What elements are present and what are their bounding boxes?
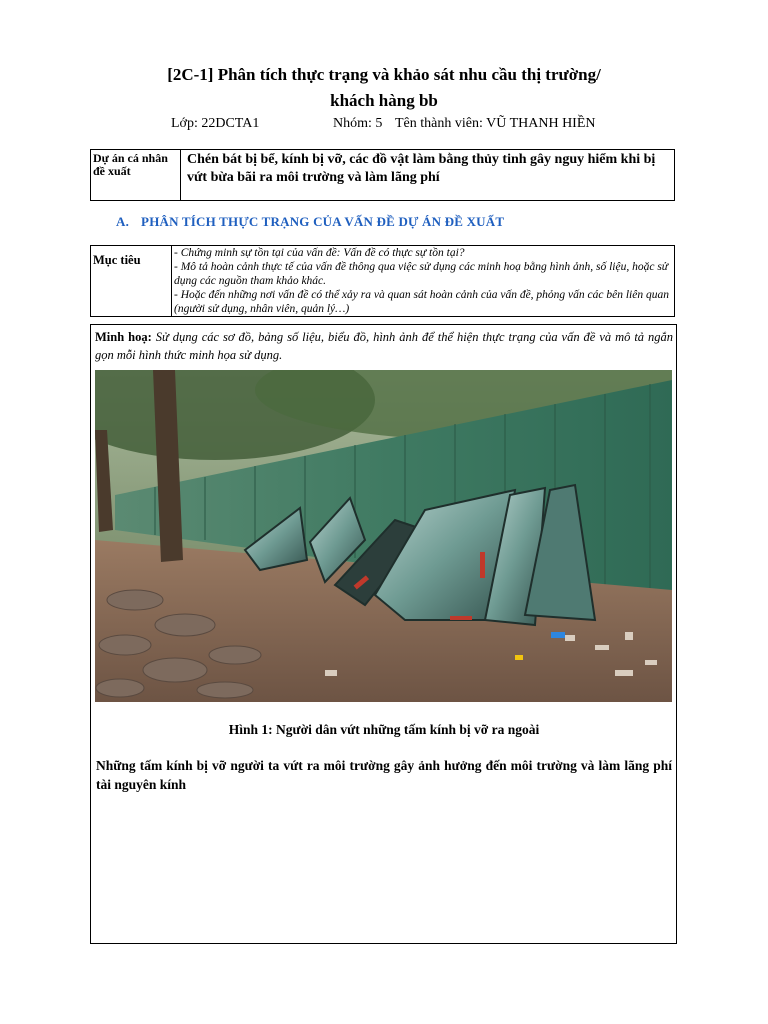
figure-description: Những tấm kính bị vỡ người ta vứt ra môi trường gây ảnh hưởng đến môi trường và làm lãng phí tài nguyên kính — [96, 758, 672, 792]
broken-glass-photo — [95, 370, 672, 702]
title-line-2: khách hàng bb — [330, 91, 438, 110]
goals-list — [174, 246, 672, 316]
goal-item-1: - Chứng minh sự tồn tại của vấn đề: Vấn đề có thực sự tồn tại? — [174, 247, 465, 259]
proposal-table — [90, 149, 675, 201]
proposal-divider — [180, 150, 181, 200]
proposal-label: Dự án cá nhân đề xuất — [93, 151, 168, 178]
document-title — [0, 62, 768, 114]
section-a-letter: A. — [116, 214, 130, 229]
title-line-1: [2C-1] Phân tích thực trạng và khảo sát nhu cầu thị trường/ — [167, 65, 601, 84]
figure-caption: Hình 1: Người dân vứt những tấm kính bị vỡ ra ngoài — [228, 722, 540, 737]
illustration-intro — [95, 328, 673, 364]
section-a-heading — [116, 214, 504, 230]
goals-label: Mục tiêu — [93, 253, 141, 267]
group-label: Nhóm: 5 — [333, 116, 383, 131]
section-a-title: PHÂN TÍCH THỰC TRẠNG CỦA VẤN ĐỀ DỰ ÁN ĐỀ XUẤT — [141, 214, 505, 229]
illustration-instruction: Sử dụng các sơ đồ, bảng số liệu, biểu đồ, hình ảnh để thể hiện thực trạng của vấn đề và mô tả ngắn gọn mỗi hình thức minh họa sử dụng. — [95, 330, 674, 362]
goal-item-2: - Mô tả hoàn cảnh thực tế của vấn đề thông qua việc sử dụng các minh hoạ bằng hình ảnh, số liệu, hoặc sử dụng các nguồn tham khảo khác. — [174, 261, 669, 287]
member-label: Tên thành viên: VŨ THANH HIỀN — [395, 116, 596, 131]
goal-item-3: - Hoặc đến những nơi vấn đề có thể xảy ra và quan sát hoàn cảnh của vấn đề, phỏng vấn các bên liên quan (người sử dụng, nhân viên, quản lý…) — [174, 289, 669, 315]
photo-illustration — [95, 370, 672, 702]
proposal-text: Chén bát bị bể, kính bị vỡ, các đồ vật làm bằng thủy tinh gây nguy hiểm khi bị vứt bừa bãi ra môi trường và làm lãng phí — [187, 152, 656, 185]
goals-table — [90, 245, 675, 317]
illustration-label: Minh hoạ: — [95, 330, 152, 344]
goals-divider — [171, 246, 172, 316]
class-label: Lớp: 22DCTA1 — [171, 116, 260, 131]
